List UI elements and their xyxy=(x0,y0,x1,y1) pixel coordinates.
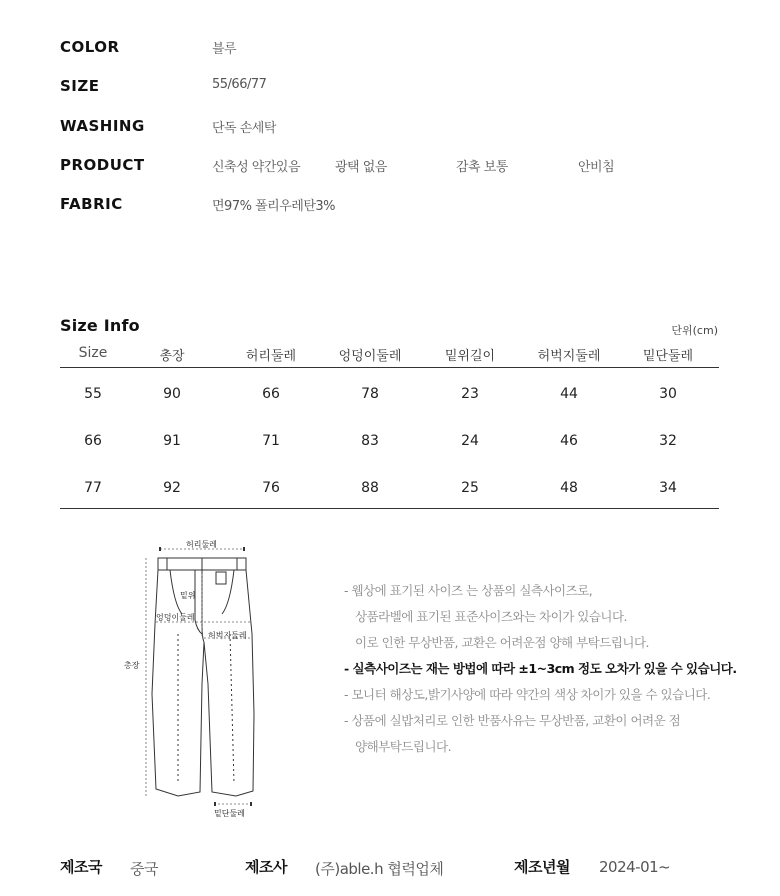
diagram-hem-label: 밑단둘레 xyxy=(214,809,245,818)
size-value: 55/66/77 xyxy=(212,77,267,93)
product-texture: 감촉 보통 xyxy=(456,159,508,175)
table-cell: 25 xyxy=(461,480,479,496)
table-cell: 46 xyxy=(560,433,578,449)
size-label: SIZE xyxy=(60,77,100,96)
table-bottom-rule xyxy=(60,508,719,509)
table-cell: 83 xyxy=(361,433,379,449)
fabric-label: FABRIC xyxy=(60,195,123,214)
diagram-length-label: 총장 xyxy=(124,661,140,670)
table-cell: 66 xyxy=(84,433,102,449)
maker-value: (주)able.h 협력업체 xyxy=(315,860,444,878)
spec-fabric-row xyxy=(60,187,740,226)
washing-label: WASHING xyxy=(60,116,145,135)
diagram-rise-label: 밑위 xyxy=(180,591,196,600)
size-notes xyxy=(344,582,744,764)
origin-value: 중국 xyxy=(130,860,158,878)
note-line: - 상품에 실밥처리로 인한 반품사유는 무상반품, 교환이 어려운 점 xyxy=(344,713,681,728)
col-length: 총장 xyxy=(159,349,185,364)
product-label: PRODUCT xyxy=(60,155,145,174)
diagram-waist-label: 허리둘레 xyxy=(186,540,217,549)
product-sheerness: 안비침 xyxy=(578,159,615,175)
table-cell: 71 xyxy=(262,433,280,449)
table-cell: 32 xyxy=(659,433,677,449)
col-thigh: 허벅지둘레 xyxy=(537,349,601,364)
origin-label: 제조국 xyxy=(60,858,102,876)
table-row xyxy=(60,462,719,509)
note-line-emphasis: - 실측사이즈는 재는 방법에 따라 ±1~3cm 정도 오차가 있을 수 있습니다. xyxy=(344,661,737,676)
table-cell: 77 xyxy=(84,480,102,496)
table-row xyxy=(60,368,719,415)
color-value: 블루 xyxy=(212,42,237,57)
col-hip: 엉덩이둘레 xyxy=(338,349,402,364)
note-line: 양해부탁드립니다. xyxy=(355,739,452,754)
table-row xyxy=(60,415,719,462)
color-label: COLOR xyxy=(60,38,120,56)
table-cell: 30 xyxy=(659,386,677,402)
note-line: - 웹상에 표기된 사이즈 는 상품의 실측사이즈로, xyxy=(344,583,593,598)
table-cell: 55 xyxy=(84,386,102,402)
spec-product-row xyxy=(60,148,740,187)
table-cell: 88 xyxy=(361,480,379,496)
col-rise: 밑위길이 xyxy=(444,349,496,364)
spec-size-row xyxy=(60,69,740,108)
diagram-thigh-label: 허벅지둘레 xyxy=(208,631,247,640)
manufacturing-info xyxy=(0,852,780,882)
spec-color-row xyxy=(60,30,740,69)
date-value: 2024-01~ xyxy=(599,858,671,876)
unit-label: 단위(cm) xyxy=(671,324,718,337)
size-table xyxy=(60,340,719,509)
pants-diagram xyxy=(118,534,268,824)
table-cell: 66 xyxy=(262,386,280,402)
product-gloss: 광택 없음 xyxy=(335,159,387,175)
spec-washing-row xyxy=(60,109,740,148)
note-line: 상품라벨에 표기된 표준사이즈와는 차이가 있습니다. xyxy=(355,609,628,624)
pants-illustration xyxy=(118,534,268,824)
size-info-title: Size Info xyxy=(60,316,140,335)
product-stretch: 신축성 약간있음 xyxy=(212,159,301,175)
table-cell: 24 xyxy=(461,433,479,449)
table-cell: 91 xyxy=(163,433,181,449)
table-cell: 90 xyxy=(163,386,181,402)
washing-value: 단독 손세탁 xyxy=(212,120,276,136)
col-size: Size xyxy=(78,345,108,361)
diagram-hip-label: 엉덩이둘레 xyxy=(156,613,195,622)
table-cell: 76 xyxy=(262,480,280,496)
table-cell: 78 xyxy=(361,386,379,402)
col-hem: 밑단둘레 xyxy=(642,349,694,364)
maker-label: 제조사 xyxy=(245,858,287,876)
date-label: 제조년월 xyxy=(514,858,570,876)
fabric-value: 면97% 폴리우레탄3% xyxy=(212,199,335,215)
table-cell: 48 xyxy=(560,480,578,496)
table-cell: 34 xyxy=(659,480,677,496)
table-cell: 44 xyxy=(560,386,578,402)
table-header xyxy=(60,340,719,368)
note-line: 이로 인한 무상반품, 교환은 어려운점 양해 부탁드립니다. xyxy=(355,635,650,650)
product-spec xyxy=(60,30,740,226)
table-cell: 23 xyxy=(461,386,479,402)
note-line: - 모니터 해상도,밝기사양에 따라 약간의 색상 차이가 있을 수 있습니다. xyxy=(344,687,711,702)
table-cell: 92 xyxy=(163,480,181,496)
col-waist: 허리둘레 xyxy=(245,349,297,364)
